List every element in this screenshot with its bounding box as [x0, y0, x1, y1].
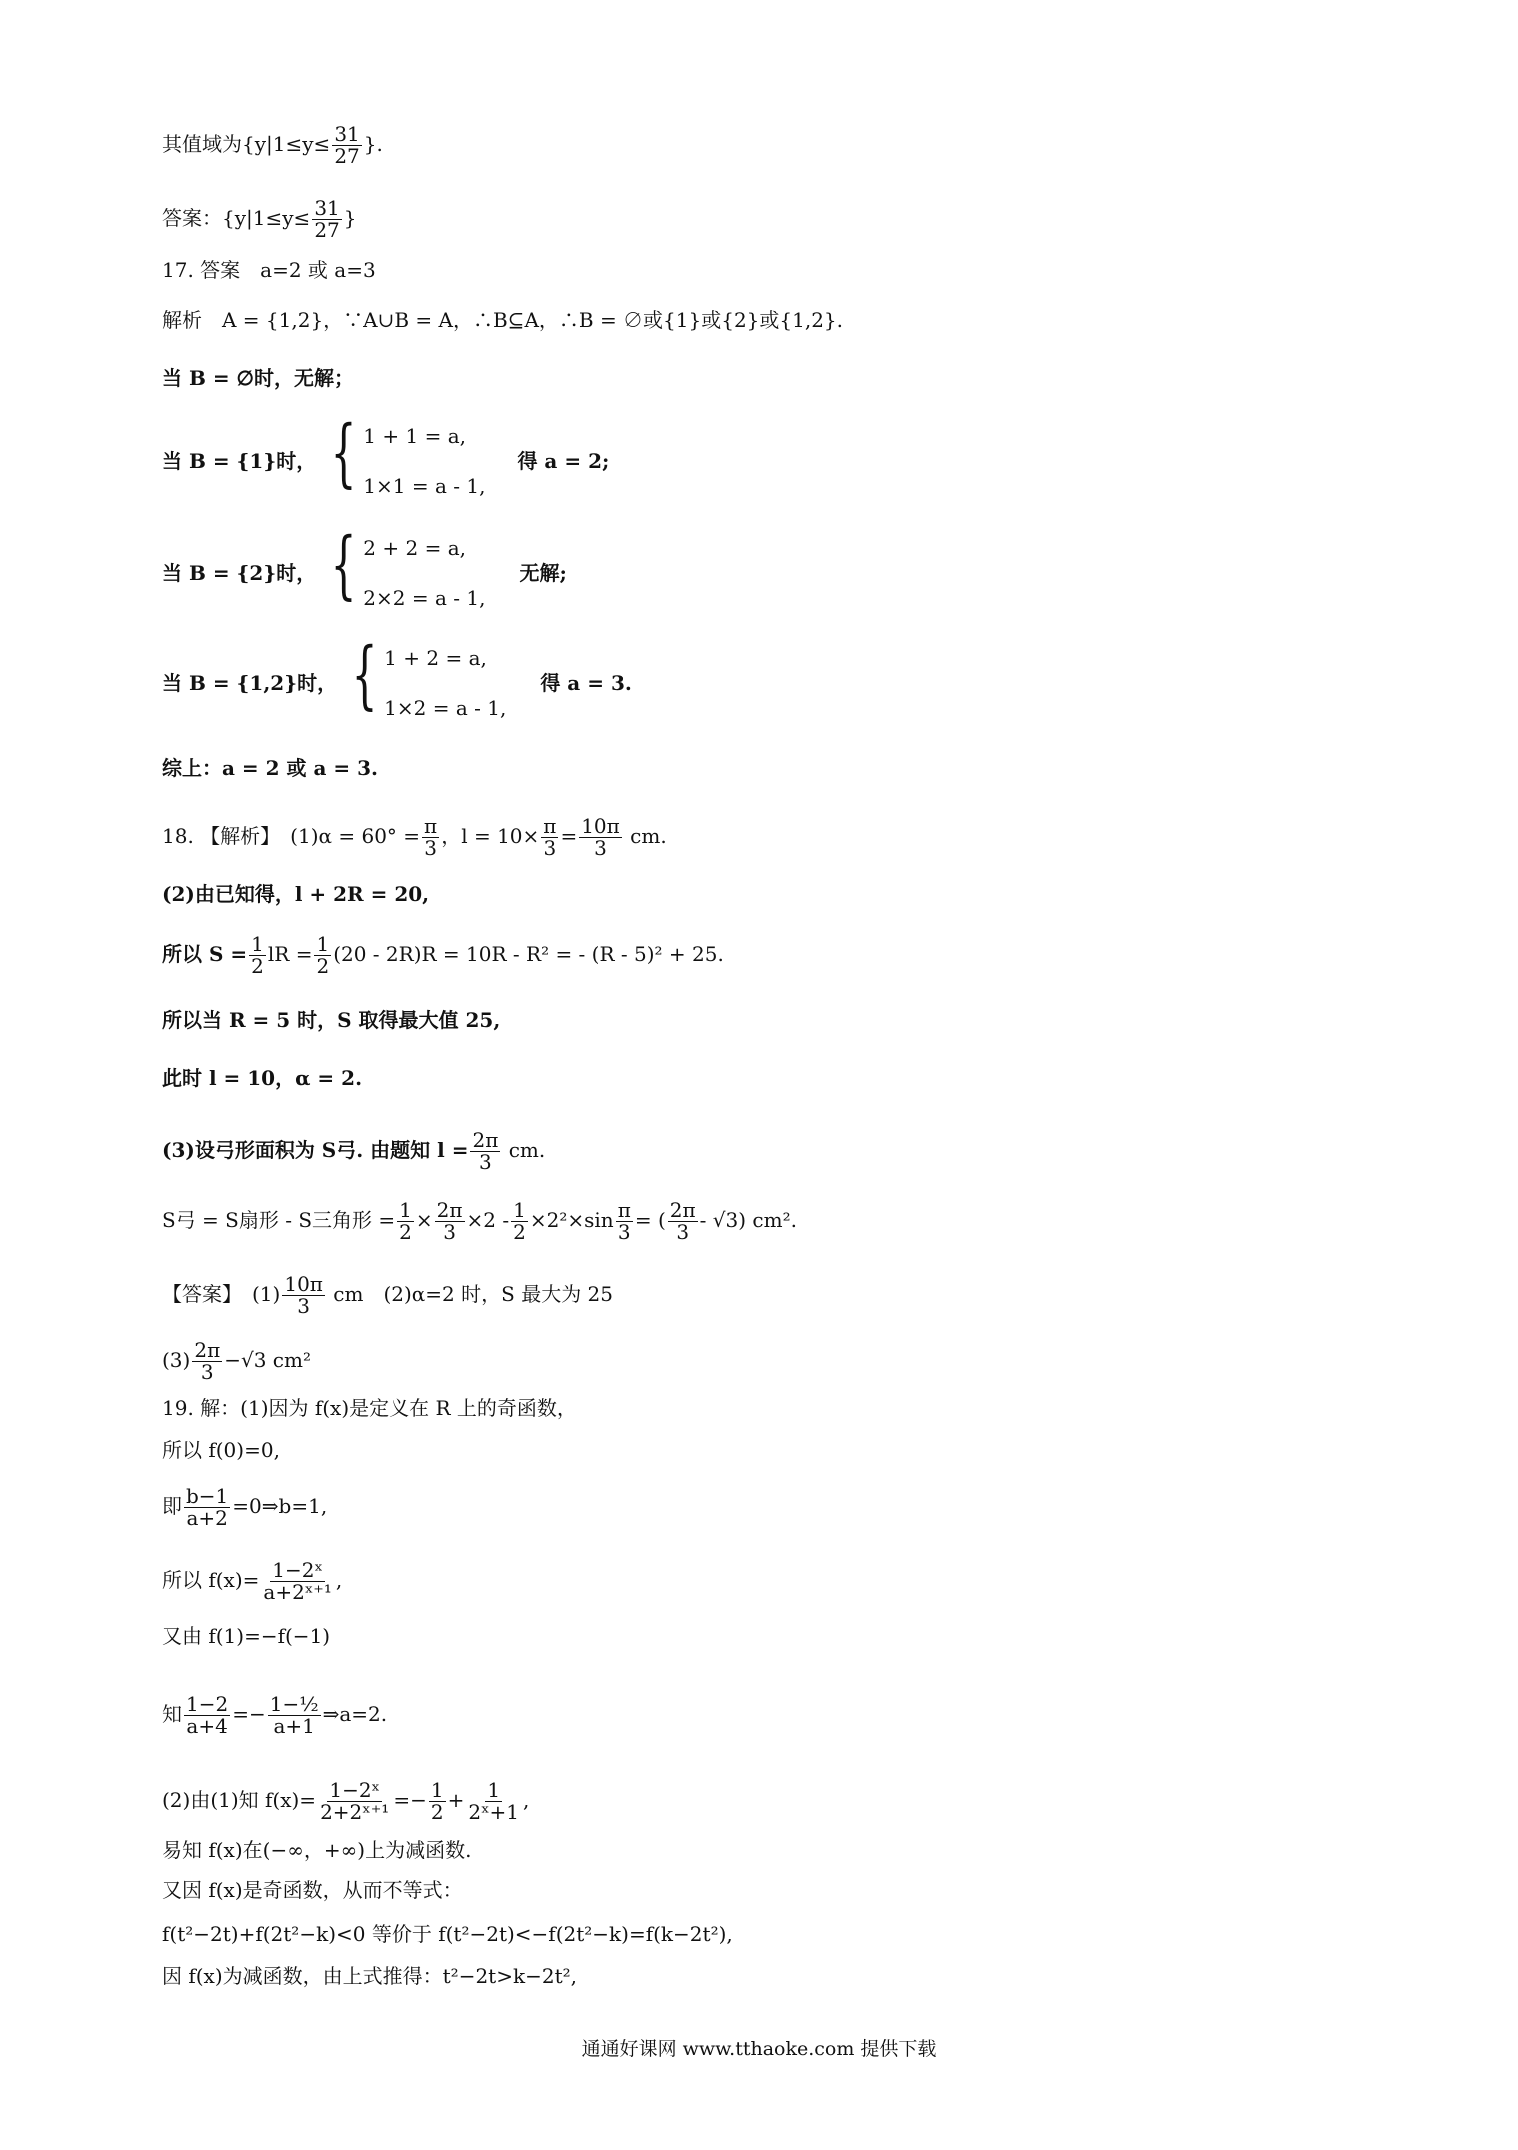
q18-frac-10pi3 — [579, 816, 622, 859]
frac-den: 2 — [430, 1800, 444, 1824]
frac-den: a+2 — [186, 1506, 228, 1530]
answer-num: 31 — [314, 196, 340, 220]
q18-p7-e: - √3) cm². — [699, 1208, 797, 1232]
frac — [668, 1200, 698, 1243]
frac — [318, 1780, 391, 1823]
q18-answer — [162, 1274, 613, 1317]
frac-den: 2 — [251, 954, 264, 978]
q19-line8: 易知 f(x)在(−∞，+∞)上为减函数. — [162, 1838, 472, 1862]
q17-case1-row2: 1×1 = a - 1, — [363, 474, 486, 498]
frac-den: 3 — [200, 1360, 214, 1384]
frac-num: 1 — [513, 1198, 526, 1222]
q17-case2-label: 当 B = {2}时， — [162, 561, 317, 585]
q19-line7-pre: (2)由(1)知 f(x)= — [162, 1788, 317, 1812]
q17-case3-result: 得 a = 3. — [540, 671, 632, 695]
frac-den: 3 — [543, 836, 557, 860]
range-fraction — [332, 124, 361, 167]
q18-frac-half — [249, 934, 266, 977]
q17-summary: 综上：a = 2 或 a = 3. — [162, 756, 379, 780]
q18-frac-pi3 — [422, 816, 439, 859]
frac-den: a+1 — [273, 1714, 315, 1738]
frac-num: 1−2ˣ — [329, 1778, 381, 1802]
frac-den: 2ˣ+1 — [468, 1800, 520, 1824]
frac — [184, 1486, 230, 1529]
brace-icon: { — [351, 632, 378, 718]
frac — [282, 1274, 325, 1317]
q19-line4-pre: 所以 f(x)= — [162, 1568, 260, 1592]
q19-line5: 又由 f(1)=−f(−1) — [162, 1624, 331, 1648]
frac-num: π — [424, 814, 438, 838]
q18-head: 18. 【解析】 (1)α = 60° = $\frac{\pi}{3}$ ，l = 10× $\frac{\pi}{3}$ = $\frac{10\pi}{3}$ cm. — [162, 814, 667, 860]
q19-line6-mid: =− — [232, 1702, 266, 1726]
range-line — [162, 124, 383, 167]
q19-line9: 又因 f(x)是奇函数，从而不等式： — [162, 1878, 463, 1902]
frac-num: 1 — [316, 932, 330, 956]
frac-num: 1−2ˣ — [272, 1558, 323, 1582]
frac — [192, 1340, 222, 1383]
frac-den: 2 — [316, 954, 330, 978]
q18-p7 — [162, 1200, 797, 1243]
q17-head: 17. 答案 a=2 或 a=3 — [162, 258, 376, 282]
q17-case3 — [162, 632, 632, 726]
q18-answer-pre: 【答案】 (1) — [162, 1282, 281, 1306]
frac-num: 1−2 — [186, 1692, 229, 1716]
frac-num: 1 — [487, 1778, 501, 1802]
plus: + — [447, 1788, 465, 1812]
q17-case3-row2: 1×2 = a - 1, — [384, 696, 507, 720]
q18-p6-pre: (3)设弓形面积为 S弓. 由题知 l = — [162, 1138, 469, 1162]
q19-line3-pre: 即 — [162, 1494, 182, 1518]
q19-line7 — [162, 1780, 529, 1823]
answer-line — [162, 198, 357, 241]
q17-analysis: 解析 A = {1,2}，∵A∪B = A，∴B⊆A，∴B = ∅或{1}或{2}或{1,2}. — [162, 308, 844, 332]
q19-line3-post: =0⇒b=1, — [232, 1494, 328, 1518]
q17-case2-result: 无解; — [519, 561, 567, 585]
q17-case3-label: 当 B = {1,2}时， — [162, 671, 338, 695]
frac — [511, 1200, 528, 1243]
range-den: 27 — [334, 144, 360, 168]
q19-line4 — [162, 1560, 342, 1603]
q18-frac-2pi3 — [470, 1130, 500, 1173]
frac-num: 2π — [436, 1198, 463, 1222]
frac-num: 2π — [194, 1338, 221, 1362]
frac-num: 1−½ — [269, 1692, 319, 1716]
frac-den: 3 — [676, 1220, 690, 1244]
frac — [429, 1780, 446, 1823]
page-footer: 通通好课网 www.tthaoke.com 提供下载 — [581, 2038, 937, 2060]
q19-line7-mid: =− — [393, 1788, 427, 1812]
q19-line6 — [162, 1694, 387, 1737]
frac-den: 3 — [443, 1220, 456, 1244]
q18-p7-c: ×2²×sin — [529, 1208, 614, 1232]
q17-case1-system — [320, 410, 486, 504]
answer-den: 27 — [314, 218, 340, 242]
frac-den: 2 — [399, 1220, 412, 1244]
q18-p3-lr: lR = — [267, 942, 313, 966]
q18-p2: (2)由已知得，l + 2R = 20, — [162, 882, 430, 906]
frac-den: a+2ˣ⁺¹ — [263, 1580, 332, 1604]
q18-answer3 — [162, 1340, 311, 1383]
q18-answer3-post: −√3 cm² — [224, 1348, 311, 1372]
frac — [184, 1694, 230, 1737]
brace-icon: { — [330, 522, 357, 608]
q17-case1 — [162, 410, 610, 504]
q18-p6-unit: cm. — [508, 1138, 546, 1162]
frac — [435, 1200, 465, 1243]
frac-num: π — [617, 1198, 631, 1222]
frac-den: 3 — [297, 1294, 310, 1318]
frac — [466, 1780, 521, 1823]
q18-p7-d: = ( — [634, 1208, 666, 1232]
frac-num: 10π — [284, 1272, 323, 1296]
brace-icon: { — [330, 410, 357, 496]
q19-line6-post: ⇒a=2. — [322, 1702, 388, 1726]
q19-line4-post: , — [335, 1568, 343, 1592]
frac — [261, 1560, 333, 1603]
q17-case2-system — [320, 522, 486, 616]
frac-num: 2π — [472, 1128, 499, 1152]
times: × — [415, 1208, 433, 1232]
frac — [616, 1200, 633, 1243]
q18-p3-pre: 所以 S = — [162, 942, 248, 966]
q18-p7-pre: S弓 = S扇形 - S三角形 = — [162, 1208, 396, 1232]
frac-den: 3 — [594, 836, 607, 860]
q18-unit: cm. — [630, 824, 667, 848]
q17-case2-row1: 2 + 2 = a, — [363, 536, 466, 560]
q18-p5: 此时 l = 10，α = 2. — [162, 1066, 363, 1090]
range-suffix: }. — [363, 132, 383, 156]
q18-p3-rest: (20 - 2R)R = 10R - R² = - (R - 5)² + 25. — [333, 942, 724, 966]
q17-case1-result: 得 a = 2; — [517, 449, 610, 473]
frac-num: 1 — [430, 1778, 444, 1802]
q17-case3-row1: 1 + 2 = a, — [384, 646, 487, 670]
q18-p7-b: ×2 - — [466, 1208, 510, 1232]
q18-p6 — [162, 1130, 545, 1173]
answer-prefix: 答案：{y|1≤y≤ — [162, 206, 311, 230]
range-num: 31 — [334, 122, 360, 146]
q19-line7-post: , — [523, 1788, 530, 1812]
q19-line11: 因 f(x)为减函数，由上式推得：t²−2t>k−2t², — [162, 1964, 577, 1988]
frac-den: 2 — [513, 1220, 526, 1244]
q17-case0: 当 B = ∅时，无解； — [162, 366, 354, 390]
q17-case2 — [162, 522, 567, 616]
frac — [397, 1200, 414, 1243]
q18-answer-mid: cm (2)α=2 时，S 最大为 25 — [333, 1282, 614, 1306]
q18-mid: ，l = 10× — [441, 824, 540, 848]
range-prefix: 其值域为{y|1≤y≤ — [162, 132, 331, 156]
frac — [268, 1694, 321, 1737]
q19-line2: 所以 f(0)=0, — [162, 1438, 280, 1462]
answer-fraction — [312, 198, 341, 241]
frac-den: 3 — [479, 1150, 492, 1174]
frac-num: 1 — [399, 1198, 412, 1222]
q19-line3 — [162, 1486, 327, 1529]
answer-suffix: } — [343, 206, 357, 230]
q19-line10: f(t²−2t)+f(2t²−k)<0 等价于 f(t²−2t)<−f(2t²−k)=f(k−2t²), — [162, 1922, 733, 1946]
q18-p3 — [162, 934, 724, 977]
frac-num: π — [543, 814, 557, 838]
q17-case1-label: 当 B = {1}时， — [162, 449, 317, 473]
q17-case2-row2: 2×2 = a - 1, — [363, 586, 486, 610]
q17-case3-system — [341, 632, 507, 726]
frac-num: 10π — [581, 814, 620, 838]
frac-den: 3 — [424, 836, 437, 860]
q18-answer3-pre: (3) — [162, 1348, 191, 1372]
q18-frac-half2 — [314, 934, 331, 977]
q18-p4: 所以当 R = 5 时，S 取得最大值 25, — [162, 1008, 501, 1032]
frac-num: b−1 — [186, 1484, 229, 1508]
frac-num: 1 — [251, 932, 264, 956]
q19-line1: 19. 解：(1)因为 f(x)是定义在 R 上的奇函数， — [162, 1396, 577, 1420]
frac-num: 2π — [669, 1198, 696, 1222]
q19-line6-pre: 知 — [162, 1702, 182, 1726]
frac-den: 2+2ˣ⁺¹ — [320, 1800, 390, 1824]
frac-den: a+4 — [186, 1714, 228, 1738]
q18-head-text: 18. 【解析】 (1)α = 60° = — [162, 824, 421, 848]
q17-case1-row1: 1 + 1 = a, — [363, 424, 466, 448]
frac-den: 3 — [617, 1220, 631, 1244]
q18-frac-pi3b — [541, 816, 558, 859]
